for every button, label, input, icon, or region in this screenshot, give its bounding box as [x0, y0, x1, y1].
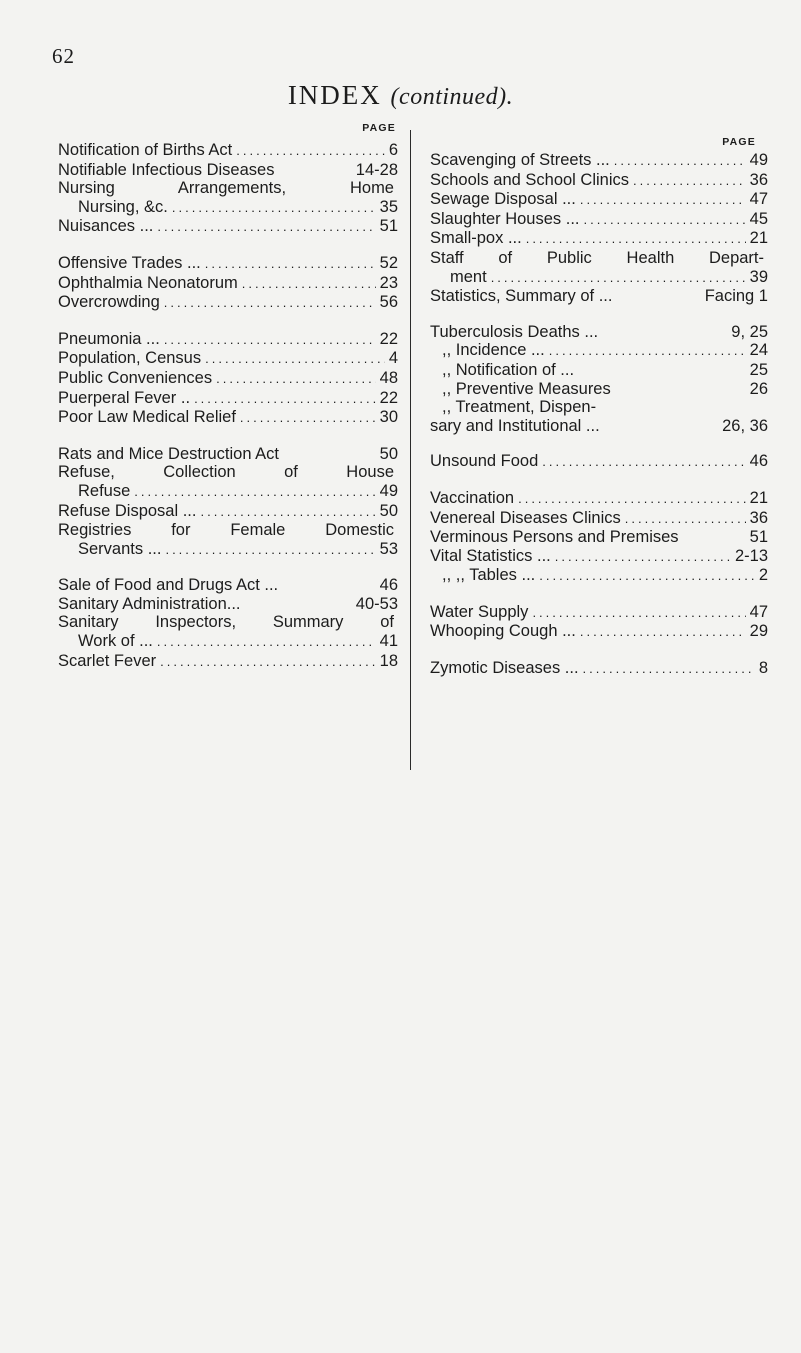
leader-dots — [160, 331, 376, 350]
index-group — [58, 330, 398, 428]
index-entry — [430, 249, 768, 268]
index-entry — [58, 217, 398, 237]
entry-text: Staff of Public Health Depart- — [430, 248, 764, 267]
entry-page: 6 — [388, 141, 398, 159]
index-entry — [58, 576, 398, 595]
index-entry — [58, 161, 398, 180]
entry-text: Statistics, Summary of ... — [430, 287, 613, 306]
title-subtitle: (continued). — [390, 84, 514, 110]
index-entry — [430, 547, 768, 567]
index-groups-right — [430, 151, 768, 679]
leader-dots — [528, 604, 745, 623]
entry-text: sary and Institutional ... — [430, 416, 600, 435]
leader-dots — [538, 453, 745, 472]
entry-page: 49 — [379, 481, 398, 500]
leader-dots — [130, 483, 375, 502]
index-group — [430, 659, 768, 679]
leader-dots — [153, 633, 376, 652]
index-group — [58, 141, 398, 237]
entry-page: 47 — [749, 190, 768, 209]
entry-text: Pneumonia ... — [58, 329, 160, 348]
entry-page: 26, 36 — [722, 416, 768, 435]
entry-text: Offensive Trades ... — [58, 253, 201, 272]
entry-page: 35 — [379, 197, 398, 216]
entry-page: 36 — [749, 508, 768, 527]
entry-page: 51 — [749, 528, 768, 547]
leader-dots — [190, 390, 376, 409]
index-entry — [58, 408, 398, 428]
index-entry — [58, 595, 398, 614]
index-entry — [430, 603, 768, 623]
index-group — [430, 603, 768, 642]
entry-text: Scarlet Fever — [58, 651, 157, 670]
leader-dots — [236, 409, 376, 428]
index-entry — [430, 566, 768, 586]
entry-text: Refuse Disposal ... — [58, 501, 197, 520]
index-entry — [430, 528, 768, 547]
entry-page: 30 — [379, 408, 398, 427]
index-entry — [58, 141, 398, 161]
entry-page: 46 — [749, 452, 768, 471]
index-entry — [58, 502, 398, 522]
index-group — [430, 489, 768, 586]
entry-text: Work of ... — [78, 632, 153, 651]
entry-page: 18 — [379, 651, 398, 670]
entry-page: 26 — [749, 379, 768, 398]
entry-text: Rats and Mice Destruction Act — [58, 444, 280, 463]
entry-text: ,, Treatment, Dispen- — [442, 398, 597, 417]
entry-text: Water Supply — [430, 602, 529, 621]
entry-page: 50 — [379, 501, 398, 520]
index-entry — [58, 349, 398, 369]
entry-text: Notification of Births Act — [58, 141, 233, 159]
entry-text: Nursing, &c. — [78, 197, 168, 216]
entry-page: 22 — [379, 388, 398, 407]
leader-dots — [579, 660, 755, 679]
entry-text: Zymotic Diseases ... — [430, 659, 579, 678]
index-entry — [58, 198, 398, 218]
entry-text: Sanitary Inspectors, Summary of — [58, 613, 394, 632]
entry-text: ,, Preventive Measures — [442, 379, 611, 398]
entry-page: 53 — [379, 539, 398, 558]
leader-dots — [551, 548, 731, 567]
entry-page: 46 — [379, 576, 398, 595]
index-entry — [430, 452, 768, 472]
entry-text: Tuberculosis Deaths ... — [430, 322, 599, 341]
entry-text: Sanitary Administration... — [58, 594, 241, 613]
column-divider — [410, 130, 411, 770]
leader-dots — [161, 541, 375, 560]
entry-text: Vital Statistics ... — [430, 546, 551, 565]
entry-page: 52 — [379, 253, 398, 272]
leader-dots — [576, 623, 746, 642]
entry-page: 25 — [749, 360, 768, 379]
index-entry — [58, 330, 398, 350]
index-entry — [58, 613, 398, 632]
entry-text: Overcrowding — [58, 293, 160, 312]
index-group — [58, 576, 398, 671]
entry-text: Schools and School Clinics — [430, 170, 630, 189]
leader-dots — [522, 230, 746, 249]
entry-text: Public Conveniences — [58, 368, 213, 387]
leader-dots — [621, 510, 746, 529]
leader-dots — [212, 370, 376, 389]
index-group — [430, 151, 768, 306]
index-entry — [58, 445, 398, 464]
index-column-right — [430, 122, 768, 679]
entry-page: 51 — [379, 217, 398, 236]
index-entry — [58, 389, 398, 409]
index-entry — [58, 274, 398, 294]
leader-dots — [514, 490, 746, 509]
index-entry — [430, 659, 768, 679]
entry-page: 41 — [379, 632, 398, 651]
index-entry — [430, 417, 768, 436]
entry-page: 45 — [749, 209, 768, 228]
entry-text: Sewage Disposal ... — [430, 190, 576, 209]
entry-page: 9, 25 — [731, 322, 768, 341]
entry-page: 21 — [749, 488, 768, 507]
entry-page: 47 — [749, 602, 768, 621]
entry-text: Refuse — [78, 481, 131, 500]
index-entry — [58, 652, 398, 672]
leader-dots — [201, 255, 376, 274]
entry-page: 36 — [749, 170, 768, 189]
entry-page: 40-53 — [355, 594, 398, 613]
leader-dots — [576, 191, 746, 210]
index-column-left — [58, 122, 398, 671]
entry-text: Poor Law Medical Relief — [58, 408, 236, 427]
index-entry — [430, 341, 768, 361]
entry-page: Facing 1 — [704, 287, 768, 306]
leader-dots — [196, 503, 375, 522]
entry-text: ment — [450, 267, 487, 286]
entry-page: 24 — [749, 341, 768, 360]
entry-text: Slaughter Houses ... — [430, 209, 580, 228]
entry-page: 29 — [749, 622, 768, 641]
index-entry — [430, 268, 768, 288]
entry-page: 23 — [379, 273, 398, 292]
leader-dots — [487, 269, 746, 288]
leader-dots — [580, 211, 746, 230]
entry-text: Population, Census — [58, 349, 202, 368]
index-entry — [58, 521, 398, 540]
entry-text: Servants ... — [78, 539, 162, 558]
entry-page: 14-28 — [355, 160, 398, 179]
index-entry — [430, 489, 768, 509]
entry-page: 8 — [758, 659, 768, 678]
index-entry — [58, 254, 398, 274]
index-entry — [430, 229, 768, 249]
page-column-label: PAGE — [362, 122, 396, 134]
entry-text: Vaccination — [430, 488, 515, 507]
entry-text: Verminous Persons and Premises — [430, 528, 679, 547]
entry-page: 22 — [379, 329, 398, 348]
leader-dots — [545, 342, 746, 361]
entry-text: ,, Notification of ... — [442, 360, 575, 379]
index-entry — [430, 398, 768, 417]
leader-dots — [153, 218, 375, 237]
leader-dots — [168, 199, 376, 218]
leader-dots — [629, 172, 746, 191]
entry-text: ,, ,, Tables ... — [442, 566, 536, 585]
leader-dots — [232, 142, 385, 161]
entry-page: 2-13 — [734, 546, 768, 565]
index-entry — [430, 361, 768, 380]
index-group — [430, 452, 768, 472]
entry-page: 49 — [749, 151, 768, 169]
page-column-label: PAGE — [722, 136, 756, 148]
index-entry — [58, 540, 398, 560]
index-group — [58, 445, 398, 560]
entry-text: Sale of Food and Drugs Act ... — [58, 576, 279, 595]
index-groups-left — [58, 141, 398, 671]
index-entry — [58, 179, 398, 198]
index-entry — [58, 463, 398, 482]
index-group — [58, 254, 398, 313]
entry-page: 50 — [379, 444, 398, 463]
index-entry — [430, 509, 768, 529]
entry-text: Small-pox ... — [430, 229, 522, 248]
leader-dots — [535, 567, 755, 586]
title-main: INDEX — [287, 80, 382, 110]
index-entry — [430, 622, 768, 642]
entry-text: ,, Incidence ... — [442, 341, 545, 360]
index-entry — [430, 287, 768, 306]
entry-page: 2 — [758, 566, 768, 585]
leader-dots — [610, 152, 746, 171]
entry-page: 4 — [388, 349, 398, 368]
index-entry — [430, 210, 768, 230]
index-entry — [430, 323, 768, 342]
entry-page: 56 — [379, 293, 398, 312]
entry-text: Registries for Female Domestic — [58, 521, 394, 540]
index-entry — [58, 482, 398, 502]
entry-page: 48 — [379, 368, 398, 387]
index-group — [430, 323, 768, 436]
index-entry — [58, 632, 398, 652]
leader-dots — [238, 275, 376, 294]
leader-dots — [201, 350, 385, 369]
entry-text: Refuse, Collection of House — [58, 463, 394, 482]
entry-text: Unsound Food — [430, 452, 539, 471]
entry-text: Scavenging of Streets ... — [430, 151, 610, 169]
page-number: 62 — [52, 44, 75, 68]
entry-text: Notifiable Infectious Diseases — [58, 160, 275, 179]
entry-page: 21 — [749, 229, 768, 248]
entry-text: Whooping Cough ... — [430, 622, 576, 641]
index-entry — [430, 190, 768, 210]
index-entry — [430, 171, 768, 191]
page-title — [0, 80, 801, 111]
entry-text: Ophthalmia Neonatorum — [58, 273, 238, 292]
entry-page: 39 — [749, 267, 768, 286]
entry-text: Venereal Diseases Clinics — [430, 508, 621, 527]
entry-text: Puerperal Fever .. — [58, 388, 191, 407]
leader-dots — [156, 653, 376, 672]
index-entry — [58, 293, 398, 313]
index-entry — [58, 369, 398, 389]
leader-dots — [160, 294, 376, 313]
index-entry — [430, 151, 768, 171]
entry-text: Nuisances ... — [58, 217, 154, 236]
entry-text: Nursing Arrangements, Home — [58, 179, 394, 198]
index-entry — [430, 380, 768, 399]
